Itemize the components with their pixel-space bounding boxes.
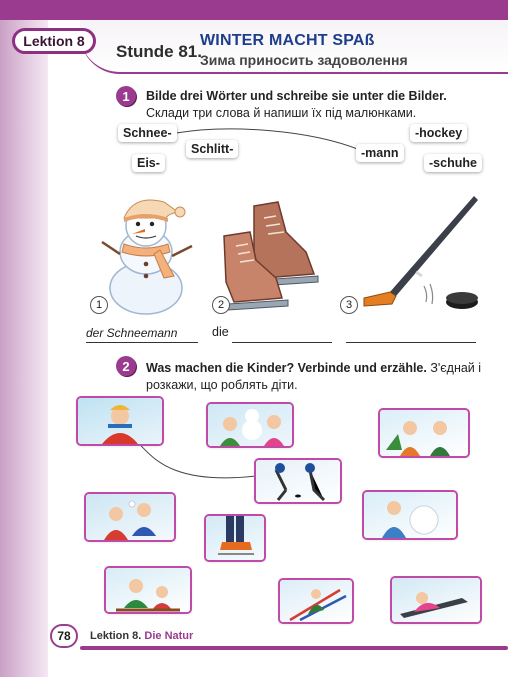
task-1-number: 1 xyxy=(116,86,136,106)
task-2-instruction-ukrainian: З'єднай і розкажи, що роблять діти. xyxy=(146,361,482,392)
photo-children-skating-couple[interactable] xyxy=(380,410,468,456)
task-1-instruction-ukrainian: Склади три слова й напиши їх під малюнками. xyxy=(146,106,417,120)
word-card-schuhe[interactable]: -schuhe xyxy=(424,154,482,172)
photo-sledge-ride[interactable] xyxy=(392,578,480,622)
lektion-badge: Lektion 8 xyxy=(12,28,96,54)
photo-ice-hockey[interactable] xyxy=(256,460,340,502)
photo-rolling-snowball[interactable] xyxy=(364,492,456,538)
task-2-number: 2 xyxy=(116,356,136,376)
photo-sledding-group[interactable] xyxy=(106,568,190,612)
task-1-instruction-german: Bilde drei Wörter und schreibe sie unter die Bilder. xyxy=(146,89,447,103)
answer-line-1[interactable]: der Schneemann xyxy=(86,326,198,343)
picture-1-number: 1 xyxy=(90,296,108,314)
footer-lektion: Lektion 8. xyxy=(90,630,142,642)
lesson-title-german: WINTER MACHT SPAß xyxy=(200,32,375,49)
photo-skiing[interactable] xyxy=(280,580,352,622)
word-card-hockey[interactable]: -hockey xyxy=(410,124,467,142)
word-card-schlitt[interactable]: Schlitt- xyxy=(186,140,238,158)
page-number: 78 xyxy=(50,624,78,648)
picture-3-number: 3 xyxy=(340,296,358,314)
lesson-title-ukrainian: Зима приносить задоволення xyxy=(200,52,408,68)
lesson-number: Stunde 81. xyxy=(116,42,202,61)
photo-kids-build-snowman[interactable] xyxy=(208,404,292,446)
task-2-instruction-german: Was machen die Kinder? Verbinde und erzähle. xyxy=(146,361,427,375)
word-card-schnee[interactable]: Schnee- xyxy=(118,124,177,142)
footer-topic: Die Natur xyxy=(144,630,194,642)
word-card-eis[interactable]: Eis- xyxy=(132,154,165,172)
photo-snowball-fight[interactable] xyxy=(86,494,174,540)
answer-article: die xyxy=(212,325,229,339)
photo-girl-in-snow[interactable] xyxy=(78,398,162,444)
picture-2-number: 2 xyxy=(212,296,230,314)
footer-caption xyxy=(90,630,193,642)
footer-bar xyxy=(80,646,508,650)
photo-skating-legs[interactable] xyxy=(206,516,264,560)
word-card-mann[interactable]: -mann xyxy=(356,144,404,162)
